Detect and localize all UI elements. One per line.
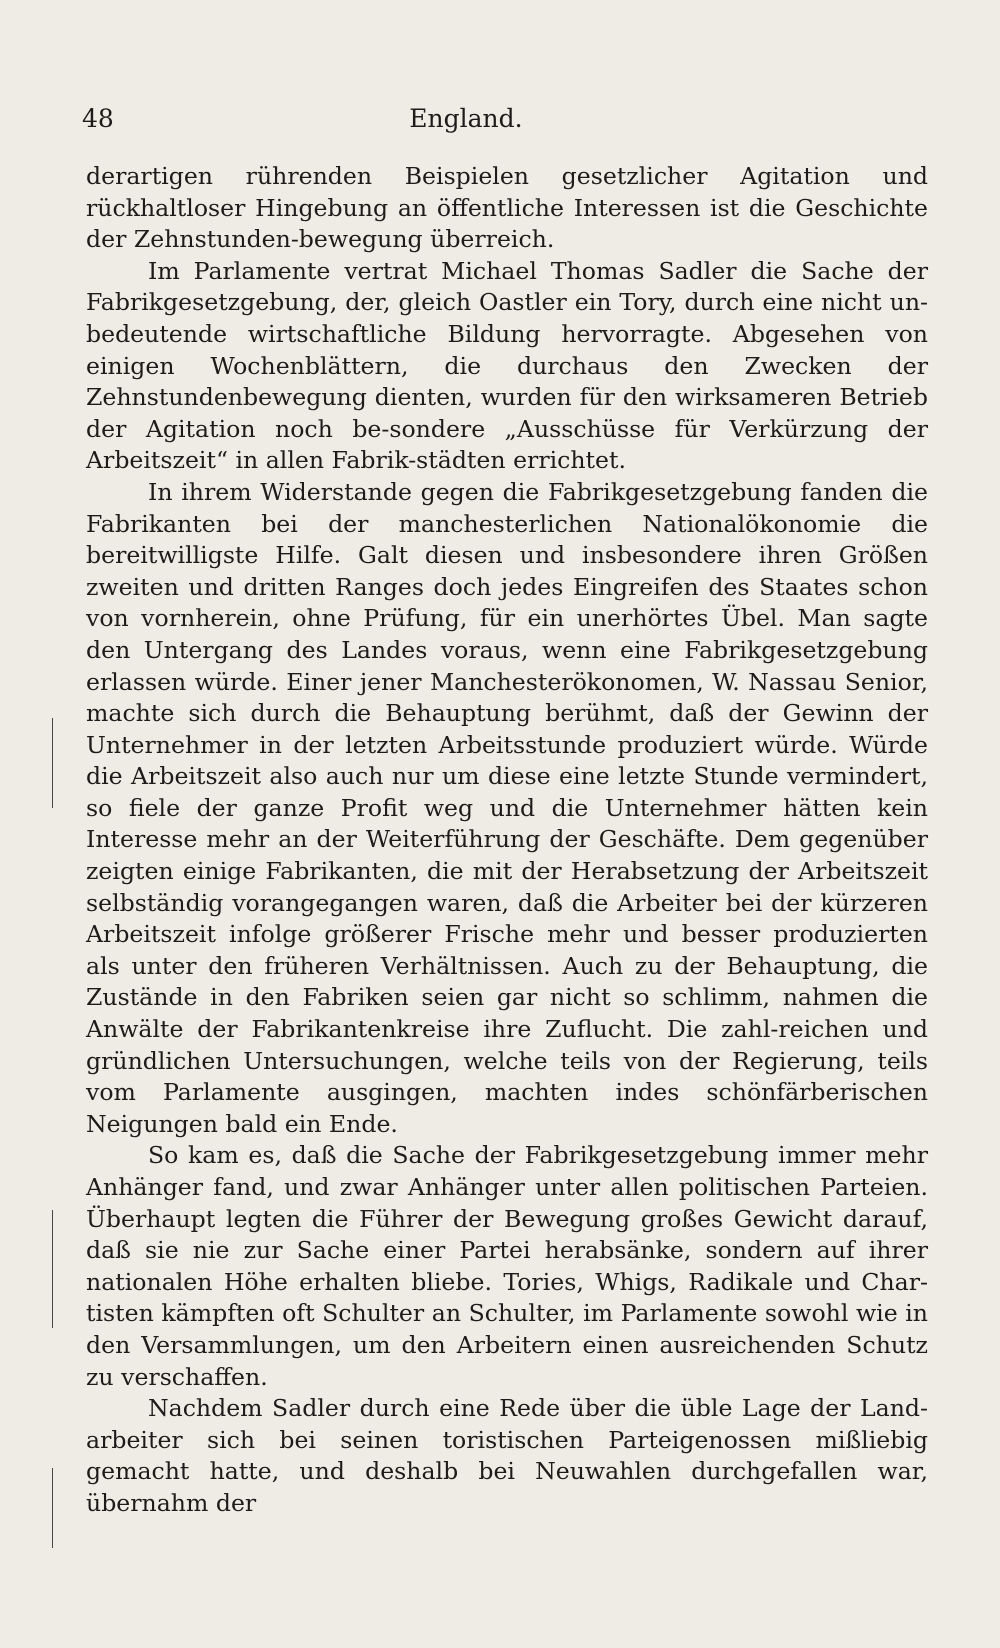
paragraph-5: Nachdem Sadler durch eine Rede über die üble Lage der Land-arbeiter sich bei seinen toristischen Parteigenossen mißliebig gemacht hatte, und deshalb bei Neuwahlen durchgefallen war, übernahm der <box>86 1394 928 1517</box>
paragraph-3: In ihrem Widerstande gegen die Fabrikgesetzgebung fanden die Fabrikanten bei der manchesterlichen Nationalökonomie die bereitwilligste Hilfe. Galt diesen und insbesondere ihren Größen zweiten und dritten Ranges doch jedes Eingreifen des Staates schon von vornherein, ohne Prüfung, für ein unerhörtes Übel. Man sagte den Untergang des Landes voraus, wenn eine Fabrikgesetzgebung erlassen würde. Einer jener Manchesterökonomen, W. Nassau Senior, machte sich durch die Behauptung berühmt, daß der Gewinn der Unternehmer in der letzten Arbeitsstunde produziert würde. Würde die Arbeitszeit also auch nur um diese eine letzte Stunde vermindert, so fiele der ganze Profit weg und die Unternehmer hätten kein Interesse mehr an der Weiterführung der Geschäfte. Dem gegenüber zeigten einige Fabrikanten, die mit der Herabsetzung der Arbeitszeit selbständig vorangegangen waren, daß die Arbeiter bei der kürzeren Arbeitszeit infolge größerer Frische mehr und besser produzierten als unter den früheren Verhältnissen. Auch zu der Behauptung, die Zustände in den Fabriken seien gar nicht so schlimm, nahmen die Anwälte der Fabrikantenkreise ihre Zuflucht. Die zahl-reichen und gründlichen Untersuchungen, welche teils von der Regierung, teils vom Parlamente ausgingen, machten indes schönfärberischen Neigungen bald ein Ende. <box>86 477 928 1138</box>
running-title: England. <box>409 104 523 133</box>
paragraph-4: So kam es, daß die Sache der Fabrikgesetzgebung immer mehr Anhänger fand, und zwar Anhänger unter allen politischen Parteien. Überhaupt legten die Führer der Bewegung großes Gewicht darauf, daß sie nie zur Sache einer Partei herabsänke, sondern auf ihrer nationalen Höhe erhalten bliebe. Tories, Whigs, Radikale und Char-tisten kämpften oft Schulter an Schulter, im Parlamente sowohl wie in den Versammlungen, um den Arbeitern einen ausreichenden Schutz zu verschaffen. <box>86 1141 928 1391</box>
paragraph-1: derartigen rührenden Beispielen gesetzlicher Agitation und rückhaltloser Hingebung an öffentliche Interessen ist die Geschichte der Zehnstunden-bewegung überreich. <box>86 162 928 254</box>
paragraph-2: Im Parlamente vertrat Michael Thomas Sadler die Sache der Fabrikgesetzgebung, der, gleich Oastler ein Tory, durch eine nicht un-bedeutende wirtschaftliche Bildung hervorragte. Abgesehen von einigen Wochenblättern, die durchaus den Zwecken der Zehnstundenbewegung dienten, wurden für den wirksameren Betrieb der Agitation noch be-sondere „Ausschüsse für Verkürzung der Arbeitszeit“ in allen Fabrik-städten errichtet. <box>86 256 928 475</box>
margin-pencil-mark <box>52 1210 59 1328</box>
margin-pencil-mark <box>52 718 59 808</box>
page-header <box>82 104 928 133</box>
page-number: 48 <box>82 104 114 133</box>
page-body <box>86 161 928 1520</box>
margin-pencil-mark <box>52 1468 59 1548</box>
